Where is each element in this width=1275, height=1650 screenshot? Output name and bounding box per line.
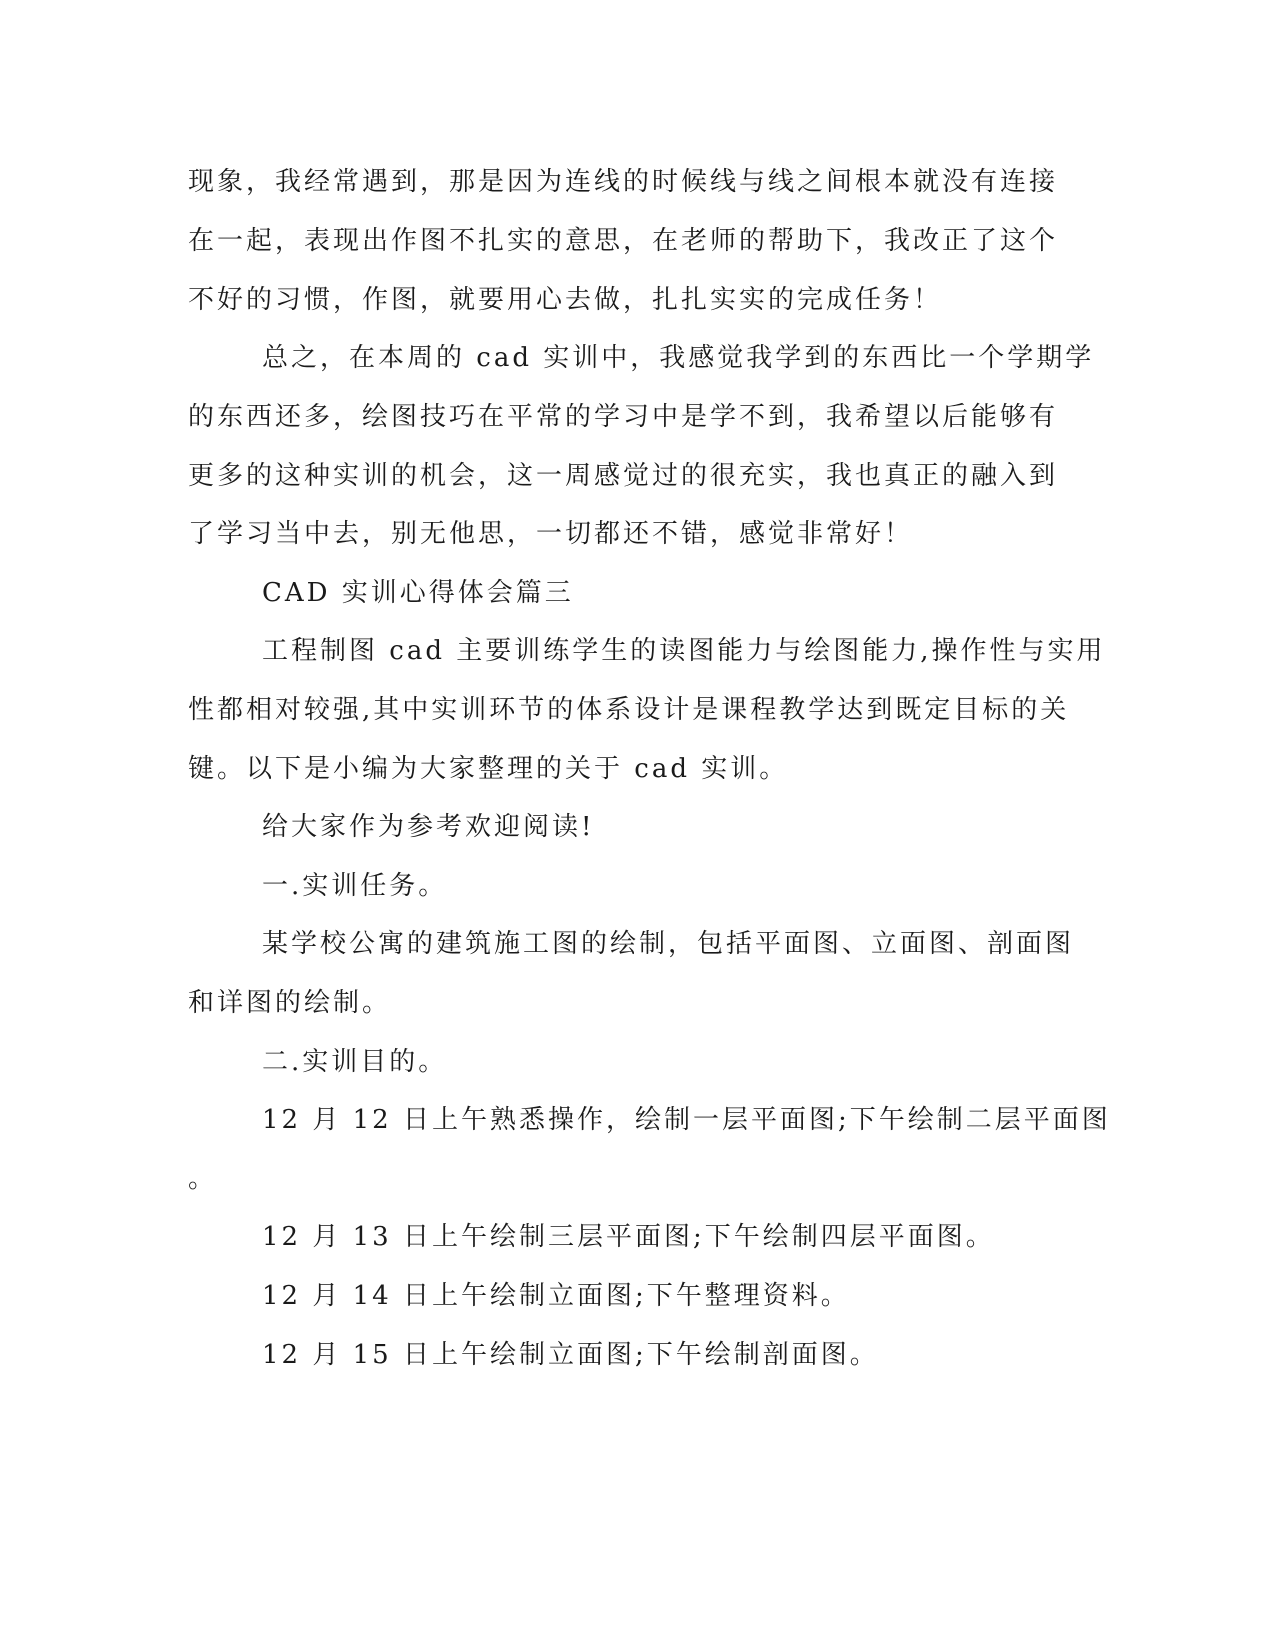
text-line: 更多的这种实训的机会，这一周感觉过的很充实，我也真正的融入到 (188, 461, 1059, 491)
paragraph-start: 给大家作为参考欢迎阅读! (262, 812, 595, 842)
text-line: 和详图的绘制。 (188, 988, 392, 1018)
section-heading: CAD 实训心得体会篇三 (262, 578, 574, 608)
text-line: 在一起，表现出作图不扎实的意思，在老师的帮助下，我改正了这个 (188, 226, 1059, 256)
schedule-item: 12 月 15 日上午绘制立面图;下午绘制剖面图。 (262, 1340, 879, 1370)
text-line: 性都相对较强,其中实训环节的体系设计是课程教学达到既定目标的关 (188, 695, 1070, 725)
list-heading: 一.实训任务。 (262, 871, 448, 901)
text-line: 。 (188, 1164, 218, 1194)
schedule-item: 12 月 12 日上午熟悉操作，绘制一层平面图;下午绘制二层平面图 (262, 1105, 1111, 1135)
schedule-item: 12 月 13 日上午绘制三层平面图;下午绘制四层平面图。 (262, 1222, 995, 1252)
paragraph-start: 某学校公寓的建筑施工图的绘制，包括平面图、立面图、剖面图 (262, 929, 1075, 959)
text-line: 键。以下是小编为大家整理的关于 cad 实训。 (188, 754, 789, 784)
text-line: 了学习当中去，别无他思，一切都还不错，感觉非常好！ (188, 519, 914, 549)
text-line: 的东西还多，绘图技巧在平常的学习中是学不到，我希望以后能够有 (188, 402, 1059, 432)
list-heading: 二.实训目的。 (262, 1047, 448, 1077)
text-line: 不好的习惯，作图，就要用心去做，扎扎实实的完成任务！ (188, 285, 943, 315)
schedule-item: 12 月 14 日上午绘制立面图;下午整理资料。 (262, 1281, 850, 1311)
text-line: 现象，我经常遇到，那是因为连线的时候线与线之间根本就没有连接 (188, 167, 1059, 197)
paragraph-start: 工程制图 cad 主要训练学生的读图能力与绘图能力,操作性与实用 (262, 636, 1106, 666)
paragraph-start: 总之，在本周的 cad 实训中，我感觉我学到的东西比一个学期学 (262, 343, 1095, 373)
